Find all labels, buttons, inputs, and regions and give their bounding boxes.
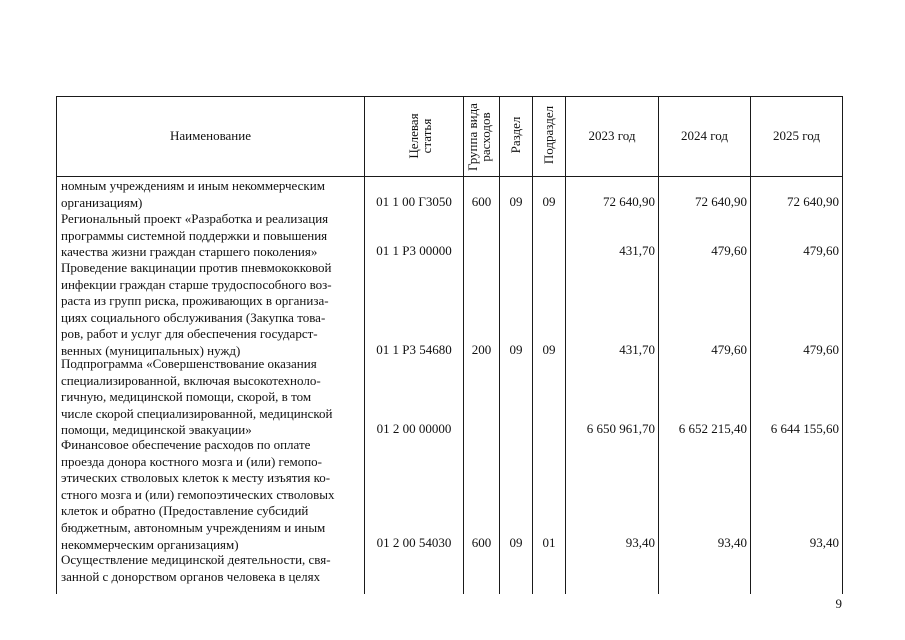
row-4-2025: 93,40 xyxy=(809,535,839,550)
row-0-2025: 72 640,90 xyxy=(787,194,839,209)
header-section: Раздел xyxy=(508,116,523,154)
row-4-subsection: 01 xyxy=(542,535,556,550)
header-bottom-border xyxy=(56,176,842,177)
row-2-2024: 479,60 xyxy=(711,342,747,357)
header-expense-group-line1: Группа вида xyxy=(465,103,480,171)
row-0-code: 01 1 00 Г3050 xyxy=(376,194,452,209)
row-1-name: Региональный проект «Разработка и реализация программы системной поддержки и повышения качества жизни граждан старшего поколения» xyxy=(61,211,329,260)
row-4-group: 600 xyxy=(471,535,492,550)
header-target-article xyxy=(406,90,434,182)
row-3-2023: 6 650 961,70 xyxy=(586,421,655,436)
row-0-subsection: 09 xyxy=(542,194,556,209)
header-target-article-line1: Целевая xyxy=(406,113,421,159)
row-2-group: 200 xyxy=(471,342,492,357)
row-1-2024: 479,60 xyxy=(711,243,747,258)
row-2-subsection: 09 xyxy=(542,342,556,357)
row-2-name: Проведение вакцинации против пневмококковой инфекции граждан старше трудоспособного воз- раста из групп риска, проживающих в организа- циях социального обслуживания (Закупка това- ров, работ и услуг для обеспечения государст- венных (муниципальных) нужд) xyxy=(61,260,332,358)
header-2024: 2024 год xyxy=(681,128,728,143)
row-0-name: номным учреждениям и иным некоммерческим организациям) xyxy=(61,178,325,210)
row-4-2024: 93,40 xyxy=(717,535,747,550)
row-1-2023: 431,70 xyxy=(619,243,655,258)
row-2-2025: 479,60 xyxy=(803,342,839,357)
row-4-name: Финансовое обеспечение расходов по оплате проезда донора костного мозга и (или) гемопо- этических стволовых клеток к месту изъятия ко- стного мозга и (или) гемопоэтических стволовых клеток и обратно (Предоставление субсидий бюджетным, автономным учреждениям и иным некоммерческим организациям) xyxy=(61,437,335,552)
table-top-border xyxy=(56,96,842,97)
col-border-left xyxy=(56,96,57,594)
row-0-2023: 72 640,90 xyxy=(603,194,655,209)
row-2-section: 09 xyxy=(509,342,523,357)
row-5-name: Осуществление медицинской деятельности, свя- занной с донорством органов человека в целях xyxy=(61,552,331,584)
header-expense-group xyxy=(466,98,494,176)
header-2025: 2025 год xyxy=(773,128,820,143)
header-expense-group-line2: расходов xyxy=(478,112,493,162)
row-4-code: 01 2 00 54030 xyxy=(376,535,452,550)
row-3-name: Подпрограмма «Совершенствование оказания специализированной, включая высокотехноло- гичную, медицинской помощи, скорой, в том числе скорой специализированной, медицинской помощи, медицинской эвакуации» xyxy=(61,356,333,438)
row-0-section: 09 xyxy=(509,194,523,209)
header-name: Наименование xyxy=(170,128,251,143)
header-target-article-line2: статья xyxy=(419,118,434,154)
row-0-group: 600 xyxy=(471,194,492,209)
row-3-2024: 6 652 215,40 xyxy=(678,421,747,436)
row-3-2025: 6 644 155,60 xyxy=(770,421,839,436)
header-subsection: Подраздел xyxy=(541,105,556,165)
row-2-code: 01 1 P3 54680 xyxy=(376,342,452,357)
row-1-2025: 479,60 xyxy=(803,243,839,258)
row-1-code: 01 1 P3 00000 xyxy=(376,243,452,258)
page-number: 9 xyxy=(835,596,842,611)
col-border-right xyxy=(842,96,843,594)
row-2-2023: 431,70 xyxy=(619,342,655,357)
row-3-code: 01 2 00 00000 xyxy=(376,421,452,436)
header-2023: 2023 год xyxy=(588,128,636,143)
row-4-2023: 93,40 xyxy=(625,535,655,550)
row-0-2024: 72 640,90 xyxy=(695,194,747,209)
row-4-section: 09 xyxy=(509,535,523,550)
